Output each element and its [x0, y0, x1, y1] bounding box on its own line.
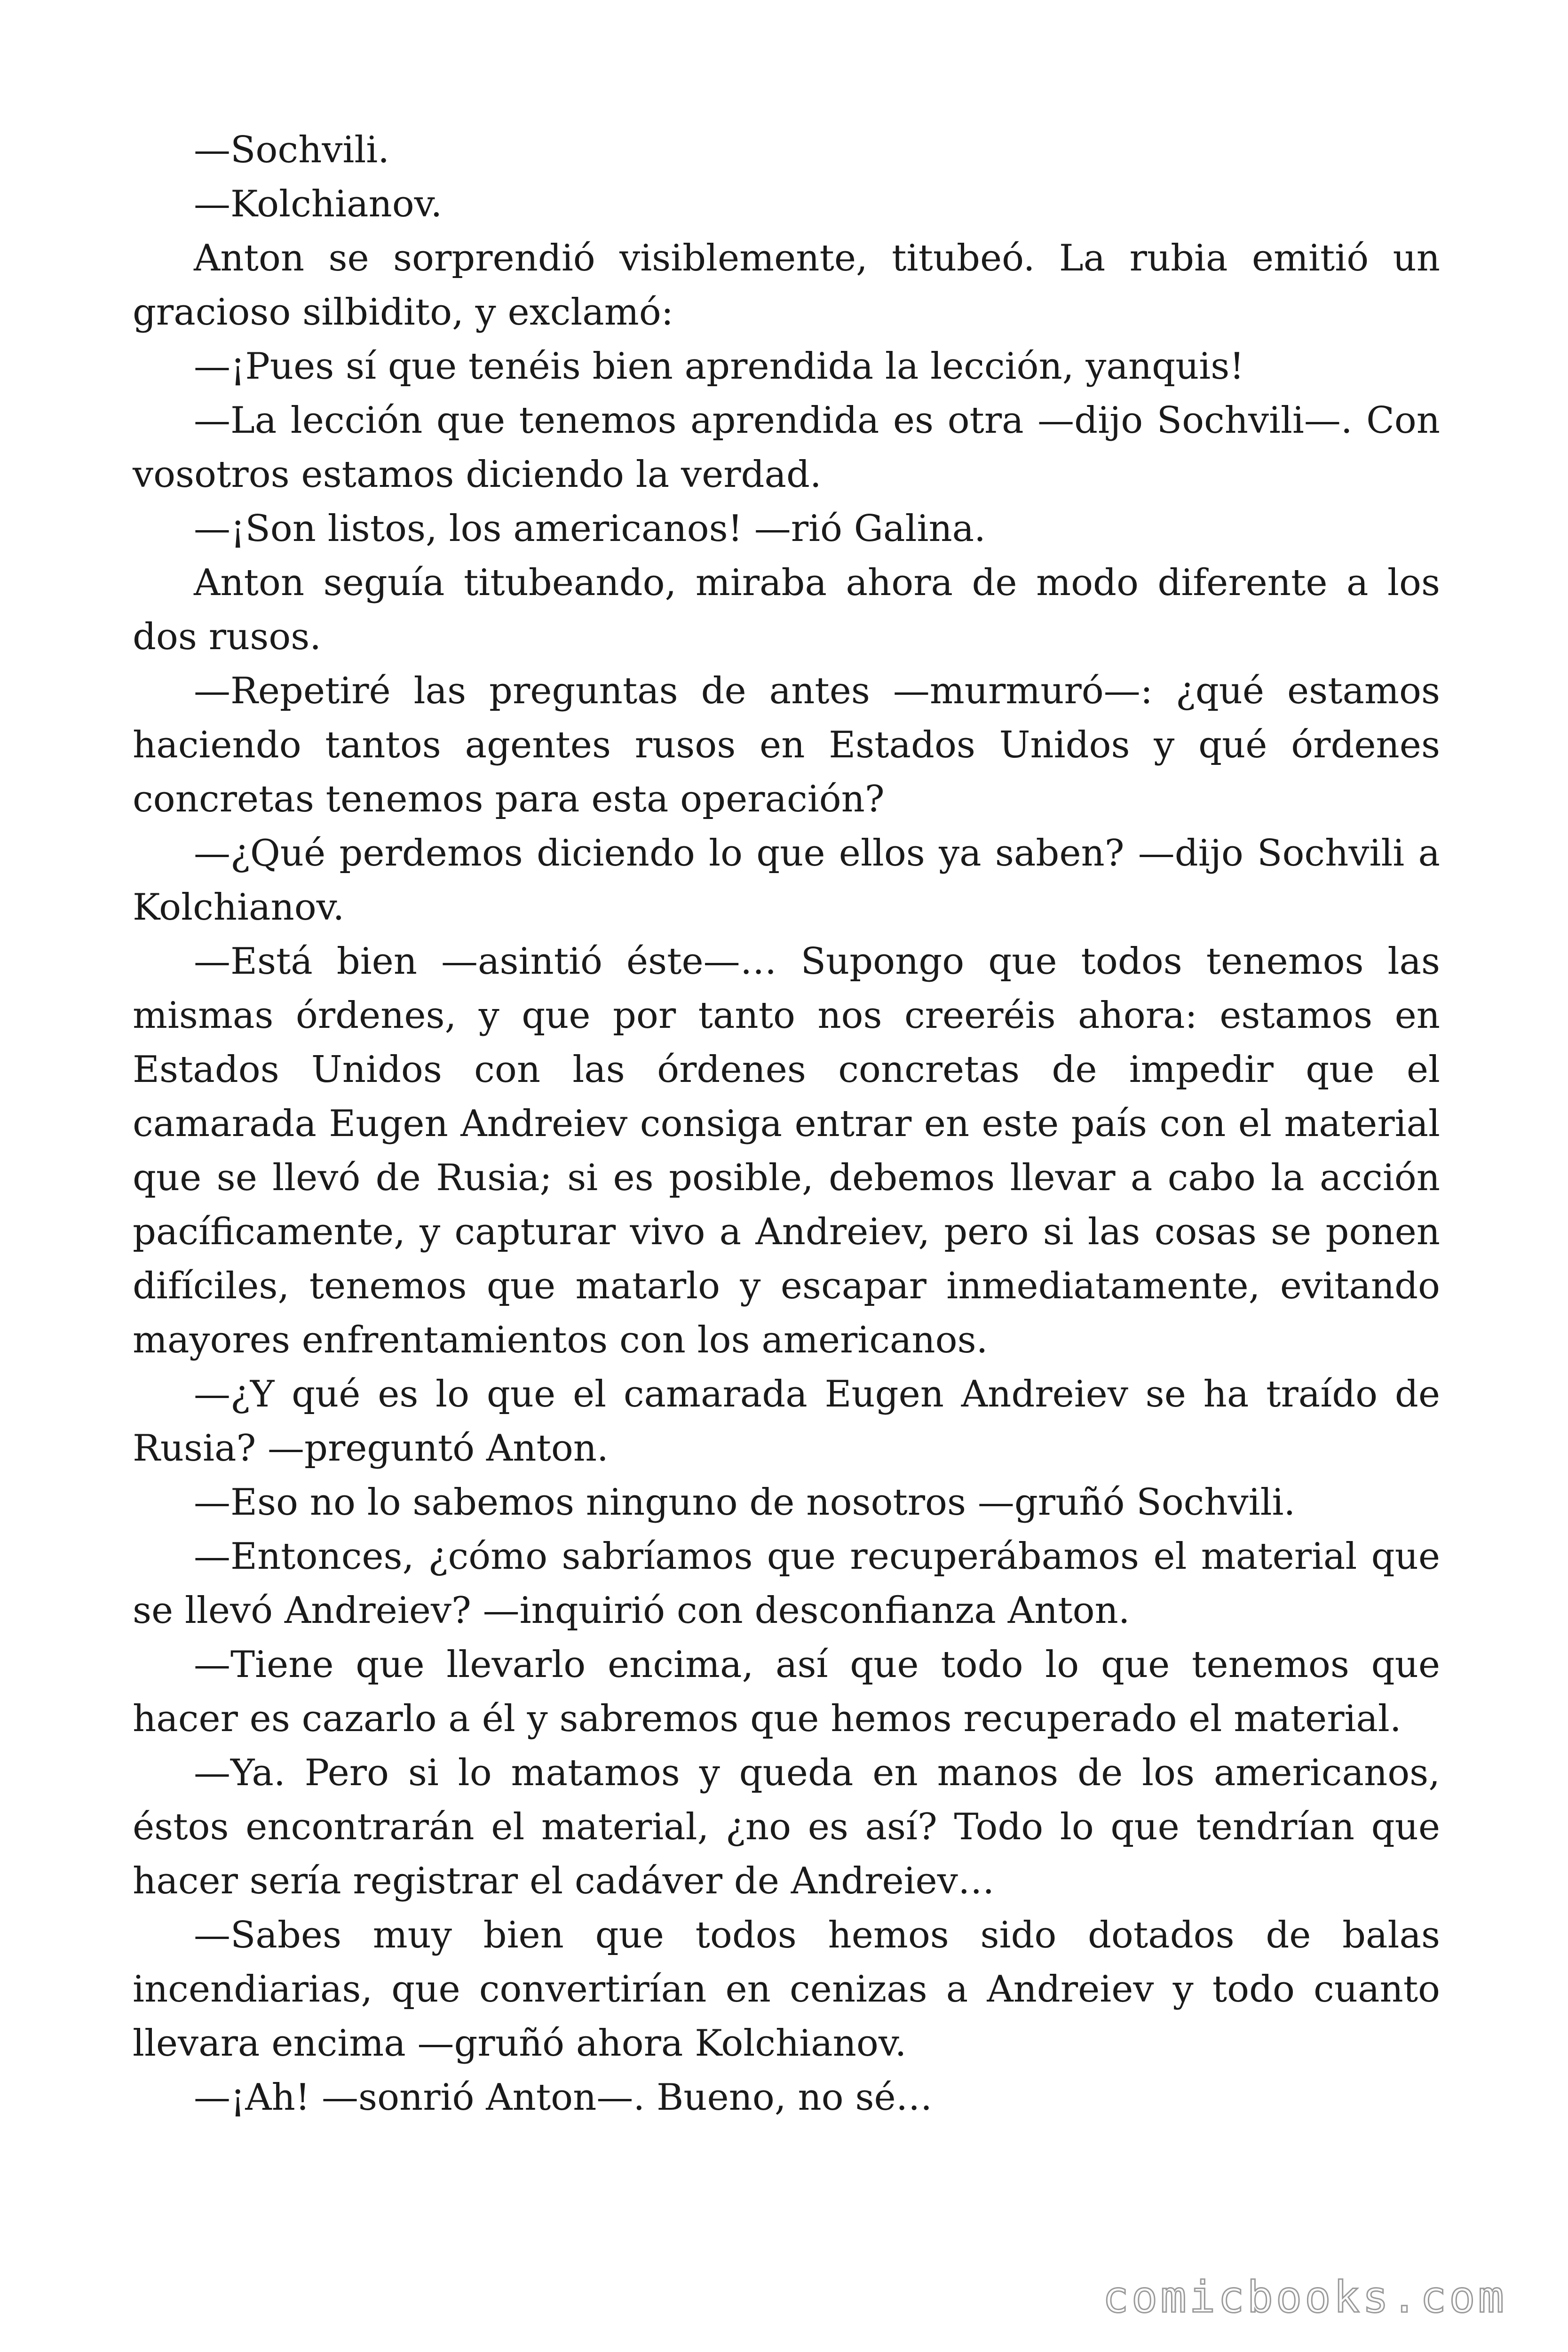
paragraph: —Eso no lo sabemos ninguno de nosotros —gruñó Sochvili.: [194, 1481, 1296, 1524]
paragraph: —Está bien —asintió éste—… Supongo que todos tenemos las mismas órdenes, y que por tanto nos creeréis ahora: estamos en Estados Unidos con las órdenes concretas de impedir que el camarada Eugen Andreiev consiga entrar en este país con el material que se llevó de Rusia; si es posible, debemos llevar a cabo la acción pacíficamente, y capturar vivo a Andreiev, pero si las cosas se ponen difíciles, tenemos que matarlo y escapar inmediatamente, evitando mayores enfrentamientos con los americanos.: [133, 940, 1440, 1361]
paragraph: —¡Ah! —sonrió Anton—. Bueno, no sé…: [194, 2076, 933, 2119]
paragraph: —¿Qué perdemos diciendo lo que ellos ya saben? —dijo Sochvili a Kolchianov.: [133, 832, 1440, 929]
paragraph: —Entonces, ¿cómo sabríamos que recuperábamos el material que se llevó Andreiev? —inquirió con desconfianza Anton.: [133, 1535, 1440, 1632]
paragraph: —Repetiré las preguntas de antes —murmuró—: ¿qué estamos haciendo tantos agentes rusos en Estados Unidos y qué órdenes concretas tenemos para esta operación?: [133, 670, 1440, 820]
paragraph: —Sabes muy bien que todos hemos sido dotados de balas incendiarias, que convertirían en cenizas a Andreiev y todo cuanto llevara encima —gruñó ahora Kolchianov.: [133, 1914, 1440, 2065]
paragraph: —Kolchianov.: [194, 183, 443, 225]
paragraph: —¡Son listos, los americanos! —rió Galina.: [194, 508, 986, 550]
paragraph: —La lección que tenemos aprendida es otra —dijo Sochvili—. Con vosotros estamos diciendo la verdad.: [133, 399, 1440, 496]
paragraph: —¡Pues sí que tenéis bien aprendida la lección, yanquis!: [194, 345, 1244, 388]
watermark-text: comicbooks.com: [1102, 2272, 1507, 2322]
paragraph: —Ya. Pero si lo matamos y queda en manos de los americanos, éstos encontrarán el material, ¿no es así? Todo lo que tendrían que hacer sería registrar el cadáver de Andreiev…: [133, 1752, 1440, 1902]
paragraph: Anton se sorprendió visiblemente, titubeó. La rubia emitió un gracioso silbidito, y exclamó:: [133, 237, 1440, 334]
paragraph: —Sochvili.: [194, 129, 390, 171]
body-text: [133, 123, 1440, 2125]
paragraph: Anton seguía titubeando, miraba ahora de modo diferente a los dos rusos.: [133, 562, 1440, 658]
paragraph: —Tiene que llevarlo encima, así que todo lo que tenemos que hacer es cazarlo a él y sabremos que hemos recuperado el material.: [133, 1644, 1440, 1740]
paragraph: —¿Y qué es lo que el camarada Eugen Andreiev se ha traído de Rusia? —preguntó Anton.: [133, 1373, 1440, 1470]
